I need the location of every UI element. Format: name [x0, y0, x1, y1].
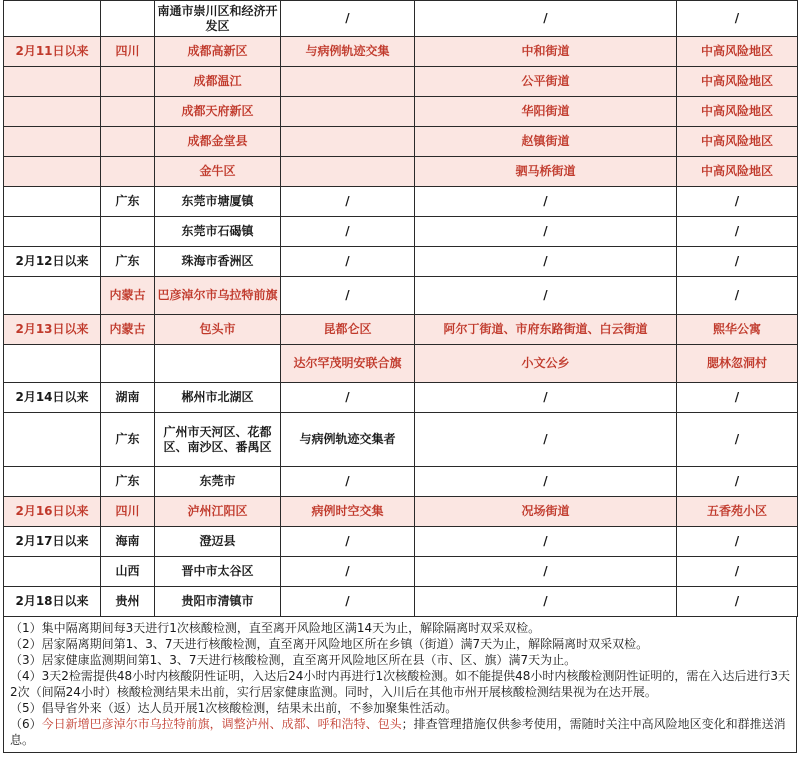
- province-cell: 广东: [101, 413, 155, 467]
- date-cell: 2月18日以来: [4, 587, 101, 617]
- province-cell: 广东: [101, 467, 155, 497]
- level-cell: 中高风险地区: [677, 157, 798, 187]
- street-cell: 况场街道: [415, 497, 677, 527]
- street-cell: /: [415, 527, 677, 557]
- level-cell: /: [677, 277, 798, 315]
- district-cell: 昆都仑区: [281, 315, 415, 345]
- place-cell: 金牛区: [155, 157, 281, 187]
- place-cell: 泸州江阳区: [155, 497, 281, 527]
- table-row: [4, 127, 798, 157]
- table-row: [4, 497, 798, 527]
- province-cell: 四川: [101, 37, 155, 67]
- street-cell: 公平街道: [415, 67, 677, 97]
- district-cell: /: [281, 467, 415, 497]
- province-cell: [101, 67, 155, 97]
- street-cell: 赵镇街道: [415, 127, 677, 157]
- street-cell: /: [415, 467, 677, 497]
- date-cell: 2月12日以来: [4, 247, 101, 277]
- note-6-highlight: 今日新增巴彦淖尔市乌拉特前旗，调整泸州、成都、呼和浩特、包头: [41, 717, 402, 731]
- level-cell: /: [677, 527, 798, 557]
- date-cell: 2月16日以来: [4, 497, 101, 527]
- street-cell: /: [415, 587, 677, 617]
- date-cell: [4, 413, 101, 467]
- district-cell: [281, 97, 415, 127]
- province-cell: [101, 127, 155, 157]
- level-cell: 腮林忽洞村: [677, 345, 798, 383]
- level-cell: /: [677, 587, 798, 617]
- province-cell: [101, 97, 155, 127]
- province-cell: [101, 217, 155, 247]
- district-cell: 与病例轨迹交集: [281, 37, 415, 67]
- street-cell: /: [415, 413, 677, 467]
- date-cell: [4, 187, 101, 217]
- table-row: [4, 187, 798, 217]
- level-cell: /: [677, 383, 798, 413]
- district-cell: /: [281, 557, 415, 587]
- district-cell: /: [281, 1, 415, 37]
- table-row: [4, 247, 798, 277]
- table-row: [4, 345, 798, 383]
- place-cell: 南通市崇川区和经济开发区: [155, 1, 281, 37]
- place-cell: 成都金堂县: [155, 127, 281, 157]
- table-row: [4, 1, 798, 37]
- district-cell: /: [281, 383, 415, 413]
- level-cell: 中高风险地区: [677, 37, 798, 67]
- level-cell: 中高风险地区: [677, 127, 798, 157]
- province-cell: 内蒙古: [101, 277, 155, 315]
- place-cell: 东莞市塘厦镇: [155, 187, 281, 217]
- province-cell: [101, 345, 155, 383]
- province-cell: 广东: [101, 247, 155, 277]
- note-1: （1）集中隔离期间每3天进行1次核酸检测，直至离开风险地区满14天为止，解除隔离时双采双检。: [10, 621, 541, 635]
- notes-section: [3, 617, 797, 753]
- province-cell: [101, 1, 155, 37]
- street-cell: /: [415, 383, 677, 413]
- date-cell: 2月14日以来: [4, 383, 101, 413]
- place-cell: 贵阳市清镇市: [155, 587, 281, 617]
- district-cell: /: [281, 527, 415, 557]
- note-4: （4）3天2检需提供48小时内核酸阴性证明，入达后24小时内再进行1次核酸检测。如不能提供48小时内核酸检测阴性证明的，需在入达后进行3天2次（间隔24小时）核酸检测结果未出前，实行居家健康监测。同时，入川后在其他市州开展核酸检测结果视为在达开展。: [10, 669, 790, 699]
- district-cell: [281, 127, 415, 157]
- note-3: （3）居家健康监测期间第1、3、7天进行核酸检测，直至离开风险地区所在县（市、区、旗）满7天为止。: [10, 653, 577, 667]
- date-cell: 2月11日以来: [4, 37, 101, 67]
- place-cell: [155, 345, 281, 383]
- note-6-rest: ；排查管理措施仅供参考使用，需随时关注中高风险地区变化和群推送消息。: [10, 717, 786, 747]
- note-6-prefix: （6）: [10, 717, 42, 731]
- province-cell: 山西: [101, 557, 155, 587]
- place-cell: 东莞市: [155, 467, 281, 497]
- district-cell: 与病例轨迹交集者: [281, 413, 415, 467]
- place-cell: 包头市: [155, 315, 281, 345]
- level-cell: /: [677, 217, 798, 247]
- place-cell: 珠海市香洲区: [155, 247, 281, 277]
- street-cell: 小文公乡: [415, 345, 677, 383]
- street-cell: 阿尔丁街道、市府东路街道、白云街道: [415, 315, 677, 345]
- date-cell: [4, 217, 101, 247]
- table-row: [4, 527, 798, 557]
- table-row: [4, 67, 798, 97]
- district-cell: 达尔罕茂明安联合旗: [281, 345, 415, 383]
- street-cell: /: [415, 217, 677, 247]
- province-cell: 湖南: [101, 383, 155, 413]
- district-cell: /: [281, 247, 415, 277]
- date-cell: 2月13日以来: [4, 315, 101, 345]
- note-5: （5）倡导省外来（返）达人员开展1次核酸检测，结果未出前，不参加聚集性活动。: [10, 701, 458, 715]
- place-cell: 郴州市北湖区: [155, 383, 281, 413]
- risk-area-table: [3, 0, 798, 617]
- level-cell: /: [677, 557, 798, 587]
- table-row: [4, 413, 798, 467]
- date-cell: [4, 127, 101, 157]
- date-cell: [4, 557, 101, 587]
- table-row: [4, 383, 798, 413]
- level-cell: /: [677, 1, 798, 37]
- place-cell: 广州市天河区、花都区、南沙区、番禺区: [155, 413, 281, 467]
- street-cell: 中和街道: [415, 37, 677, 67]
- district-cell: /: [281, 217, 415, 247]
- street-cell: /: [415, 247, 677, 277]
- level-cell: 中高风险地区: [677, 97, 798, 127]
- table-row: [4, 467, 798, 497]
- province-cell: 海南: [101, 527, 155, 557]
- street-cell: 华阳街道: [415, 97, 677, 127]
- street-cell: /: [415, 1, 677, 37]
- date-cell: [4, 67, 101, 97]
- date-cell: [4, 277, 101, 315]
- level-cell: /: [677, 467, 798, 497]
- date-cell: [4, 157, 101, 187]
- place-cell: 东莞市石碣镇: [155, 217, 281, 247]
- province-cell: 贵州: [101, 587, 155, 617]
- province-cell: 四川: [101, 497, 155, 527]
- street-cell: /: [415, 277, 677, 315]
- street-cell: 驷马桥街道: [415, 157, 677, 187]
- table-row: [4, 217, 798, 247]
- table-row: [4, 277, 798, 315]
- district-cell: /: [281, 587, 415, 617]
- province-cell: [101, 157, 155, 187]
- province-cell: 内蒙古: [101, 315, 155, 345]
- street-cell: /: [415, 557, 677, 587]
- place-cell: 巴彦淖尔市乌拉特前旗: [155, 277, 281, 315]
- district-cell: /: [281, 277, 415, 315]
- district-cell: /: [281, 187, 415, 217]
- district-cell: [281, 157, 415, 187]
- place-cell: 晋中市太谷区: [155, 557, 281, 587]
- place-cell: 澄迈县: [155, 527, 281, 557]
- date-cell: [4, 345, 101, 383]
- place-cell: 成都温江: [155, 67, 281, 97]
- table-row: [4, 157, 798, 187]
- table-row: [4, 97, 798, 127]
- table-row: [4, 37, 798, 67]
- level-cell: /: [677, 247, 798, 277]
- province-cell: 广东: [101, 187, 155, 217]
- table-row: [4, 557, 798, 587]
- district-cell: 病例时空交集: [281, 497, 415, 527]
- date-cell: [4, 1, 101, 37]
- note-2: （2）居家隔离期间第1、3、7天进行核酸检测，直至离开风险地区所在乡镇（街道）满7天为止，解除隔离时双采双检。: [10, 637, 649, 651]
- date-cell: [4, 97, 101, 127]
- district-cell: [281, 67, 415, 97]
- note-6: [10, 716, 790, 748]
- level-cell: /: [677, 413, 798, 467]
- level-cell: /: [677, 187, 798, 217]
- place-cell: 成都高新区: [155, 37, 281, 67]
- date-cell: 2月17日以来: [4, 527, 101, 557]
- table-row: [4, 315, 798, 345]
- street-cell: /: [415, 187, 677, 217]
- place-cell: 成都天府新区: [155, 97, 281, 127]
- date-cell: [4, 467, 101, 497]
- level-cell: 五香苑小区: [677, 497, 798, 527]
- table-row: [4, 587, 798, 617]
- level-cell: 中高风险地区: [677, 67, 798, 97]
- level-cell: 熙华公寓: [677, 315, 798, 345]
